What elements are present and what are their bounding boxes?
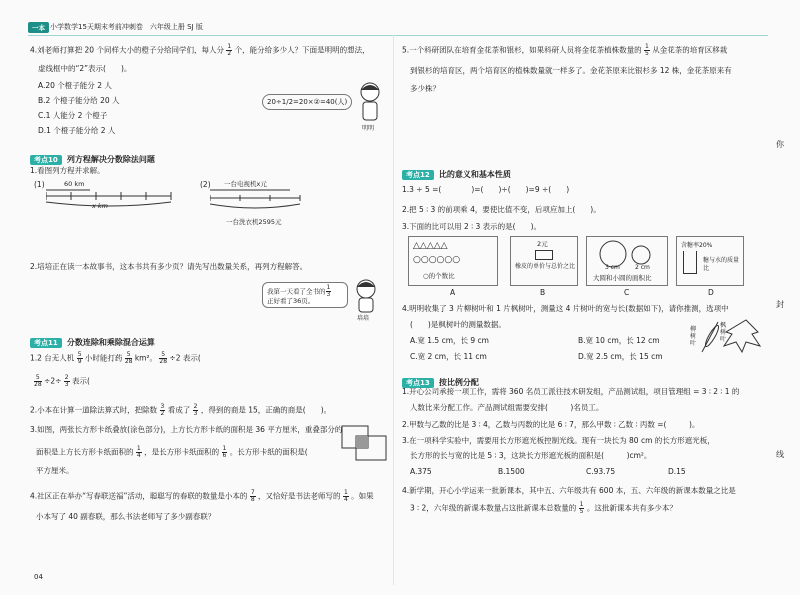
- q3b-line1: 3.如图，两张长方形卡纸叠放(涂色部分)，上方长方形卡纸的面积是 36 平方厘米，重叠部分的: [30, 425, 343, 434]
- q4-option-b[interactable]: B.2 个橙子能分给 20 人: [38, 96, 120, 105]
- q1-text: 1.看图列方程并求解。: [30, 166, 105, 175]
- side-mark-2: 封: [776, 300, 784, 309]
- header-rule: [28, 35, 768, 36]
- r3-c-big: 3 cm: [605, 264, 620, 271]
- mingming-figure: [354, 80, 388, 124]
- page-header: [28, 22, 388, 34]
- q4-option-d[interactable]: D.1 个橙子能分给 2 人: [38, 126, 116, 135]
- section-11-heading: [30, 330, 155, 349]
- r2-text: 2.把 5 ∶ 3 的前项乘 4，要使比值不变，后项应加上( )。: [402, 205, 601, 214]
- section-10-heading: [30, 147, 155, 166]
- q3b-overlap-rectangles: [340, 424, 390, 464]
- r3-text: 3.下面的比可以用 2 ∶ 3 表示的是( )。: [402, 222, 542, 231]
- s3-option-b[interactable]: B.1500: [498, 467, 525, 476]
- q1-d1-segment-diagram: [46, 186, 176, 214]
- r3-label-a[interactable]: A: [450, 288, 456, 297]
- beaker-icon: [683, 251, 697, 274]
- q2-bubble-line2: 正好看了36页。: [267, 297, 315, 305]
- s4-line2: 3 ∶ 2，六年级的新课本数量占这批新课本总数量的 $\frac{1}{5}$ 。这批新课本共有多少本？: [410, 501, 677, 515]
- section-10-title: 列方程解决分数除法问题: [66, 155, 155, 164]
- r3-c-caption: 大圆和小圆的面积比: [593, 274, 652, 282]
- q4-line1: 4.刘老师打算把 20 个同样大小的橙子分给同学们，每人分 $\frac{1}{2}$ 个，能分给多少人？下面是明明的想法，: [30, 43, 370, 57]
- q2-text: 2.培培正在读一本故事书，这本书共有多少页？请先写出数量关系，再列方程解答。: [30, 262, 308, 271]
- r3-label-b[interactable]: B: [540, 288, 546, 297]
- r3-b-price: 2元: [537, 240, 548, 248]
- q2-fraction: $\frac{1}{3}$: [326, 284, 331, 298]
- r3-a-shapes-circles: ○○○○○○: [413, 255, 461, 265]
- r3-b-caption: 橡皮的单价与总价之比: [515, 263, 576, 270]
- r3-a-caption: ○的个数比: [423, 272, 455, 280]
- q2-speech-bubble: [262, 282, 348, 308]
- q2b-line: 2.小本在计算一道除法算式时，把除数 $\frac{3}{2}$ 看成了 $\frac{2}{3}$ ，得到的商是 15，正确的商是( )。: [30, 403, 332, 417]
- section-13-title: 按比例分配: [438, 378, 479, 387]
- q4-thought-bubble: 20÷1/2=20×②=40(人): [262, 94, 352, 110]
- section-12-badge: 考点12: [402, 170, 434, 180]
- s4-line1: 4.新学期，开心小学运来一批新课本，其中五、六年级共有 600 本，五、六年级的新课本数量之比是: [402, 486, 736, 495]
- mingming-label: 明明: [362, 125, 375, 132]
- r4-option-a[interactable]: A.宽 1.5 cm，长 9 cm: [410, 336, 489, 345]
- s2-text: 2.甲数与乙数的比是 3 ∶ 4，乙数与丙数的比是 6 ∶ 7，那么甲数 ∶ 乙数 ∶ 丙数 =( )。: [402, 420, 700, 429]
- q4-option-c[interactable]: C.1 人能分 2 个橙子: [38, 111, 108, 120]
- q1-d1-bottom: x km: [92, 202, 109, 210]
- side-mark-3: 线: [776, 450, 784, 459]
- r3-option-a-box: [408, 236, 498, 286]
- q1-d1-top: 60 km: [64, 180, 85, 188]
- column-divider: [393, 35, 394, 585]
- s3-option-d[interactable]: D.15: [668, 467, 686, 476]
- q4b-line2: 小本写了 40 副春联，那么书法老师写了多少副春联？: [36, 512, 216, 521]
- r3-label-c[interactable]: C: [624, 288, 630, 297]
- q1-d2-bottom: 一台洗衣机2595元: [226, 218, 282, 226]
- q5-line1: 5.一个科研团队在培育金花茶和银杉，如果科研人员将金花茶植株数量的 $\frac{1}{5}$ 从金花茶的培育区移栽: [402, 43, 728, 57]
- s1-line2: 人数比来分配工作。产品测试组需要安排( )名员工。: [410, 403, 604, 412]
- willow-leaf-label: 柳树叶: [690, 326, 697, 347]
- q3b-line3: 平方厘米。: [36, 466, 74, 475]
- s3-option-c[interactable]: C.93.75: [586, 467, 616, 476]
- q1b-line2: $\frac{5}{28}$ ÷2÷ $\frac{2}{3}$ 表示(: [34, 374, 90, 388]
- r3-a-shapes-triangles: △△△△△: [413, 241, 448, 251]
- q1-d2-top: 一台电视机x元: [224, 180, 267, 188]
- peipei-figure: [350, 278, 382, 314]
- r4-line2: ( )是枫树叶的测量数据。: [410, 320, 506, 329]
- leaf-icons: [698, 316, 768, 356]
- r3-d-caption: 糖与水的质量比: [703, 257, 740, 272]
- q1-d1-label: (1): [34, 180, 45, 189]
- q4-line2: 虚线框中的“2”表示( )。: [38, 64, 132, 73]
- section-10-badge: 考点10: [30, 155, 62, 165]
- q1b-line1: 1.2 台无人机 $\frac{5}{9}$ 小时能打药 $\frac{5}{28}$ km²。 $\frac{5}{28}$ ÷2 表示(: [30, 351, 201, 365]
- s1-line1: 1.开心公司承接一项工作，需将 360 名员工派往技术研发组，产品测试组，项目管理组 = 3 ∶ 2 ∶ 1 的: [402, 387, 740, 396]
- section-13-badge: 考点13: [402, 378, 434, 388]
- s3-option-a[interactable]: A.375: [410, 467, 432, 476]
- q3b-line2: 面积是上方长方形卡纸面积的 $\frac{1}{4}$ ，是长方形卡纸面积的 $\frac{1}{6}$ 。长方形卡纸的面积是(: [36, 445, 308, 459]
- peipei-label: 培培: [357, 315, 370, 322]
- page-number: 04: [34, 573, 43, 581]
- r3-option-c-box: [586, 236, 668, 286]
- side-mark-1: 你: [776, 140, 784, 149]
- r4-line1: 4.明明收集了 3 片柳树叶和 1 片枫树叶，测量这 4 片树叶的宽与长(数据如下)，请你推测，选项中: [402, 304, 729, 313]
- q2-bubble-line1: 我第一天看了全书的 $\frac{1}{3}$: [267, 284, 331, 298]
- r1-text: 1.3 ÷ 5 =( )=( )÷( )=9 ÷( ): [402, 185, 570, 194]
- s3-line1: 3.在一项科学实验中，需要用长方形遮光板控制光线。现有一块长为 80 cm 的长方形遮光板，: [402, 436, 715, 445]
- r3-d-note: 含糖率20%: [681, 242, 713, 249]
- q1-d2-segment-diagram: [210, 186, 305, 216]
- q5-line3: 多少株？: [410, 84, 440, 93]
- section-11-badge: 考点11: [30, 338, 62, 348]
- q4b-line1: 4.社区正在举办“写春联送福”活动，聪聪写的春联的数量是小本的 $\frac{7}{8}$ ，又恰好是书法老师写的 $\frac{1}{4}$ 。如果: [30, 489, 374, 503]
- q4-fraction: $\frac{1}{2}$: [227, 43, 232, 57]
- r4-option-c[interactable]: C.宽 2 cm，长 11 cm: [410, 352, 487, 361]
- s3-line2: 长方形的长与宽的比是 5 ∶ 3，这块长方形遮光板的面积是( )cm²。: [410, 451, 652, 460]
- q1-d2-label: (2): [200, 180, 211, 189]
- r4-option-d[interactable]: D.宽 2.5 cm，长 15 cm: [578, 352, 663, 361]
- r3-c-small: 2 cm: [635, 264, 650, 271]
- r4-option-b[interactable]: B.宽 10 cm，长 12 cm: [578, 336, 660, 345]
- maple-leaf-label: 枫树叶: [720, 322, 727, 343]
- r3-option-b-box: [510, 236, 578, 286]
- r3-label-d[interactable]: D: [708, 288, 714, 297]
- section-12-heading: [402, 162, 511, 181]
- section-11-title: 分数连除和乘除混合运算: [66, 338, 155, 347]
- q5-line2: 到银杉的培育区，两个培育区的植株数量就一样多了。金花茶原来比银杉多 12 株，金花茶原来有: [410, 66, 732, 75]
- q4-option-a[interactable]: A.20 个橙子能分 2 人: [38, 81, 112, 90]
- brand-badge: 一本: [28, 22, 49, 33]
- section-12-title: 比的意义和基本性质: [438, 170, 511, 179]
- header-title: 小学数学15天期末考前冲刺卷 六年级上册 SJ 版: [50, 23, 203, 31]
- eraser-icon: [535, 250, 553, 260]
- r3-option-d-box: [676, 236, 744, 286]
